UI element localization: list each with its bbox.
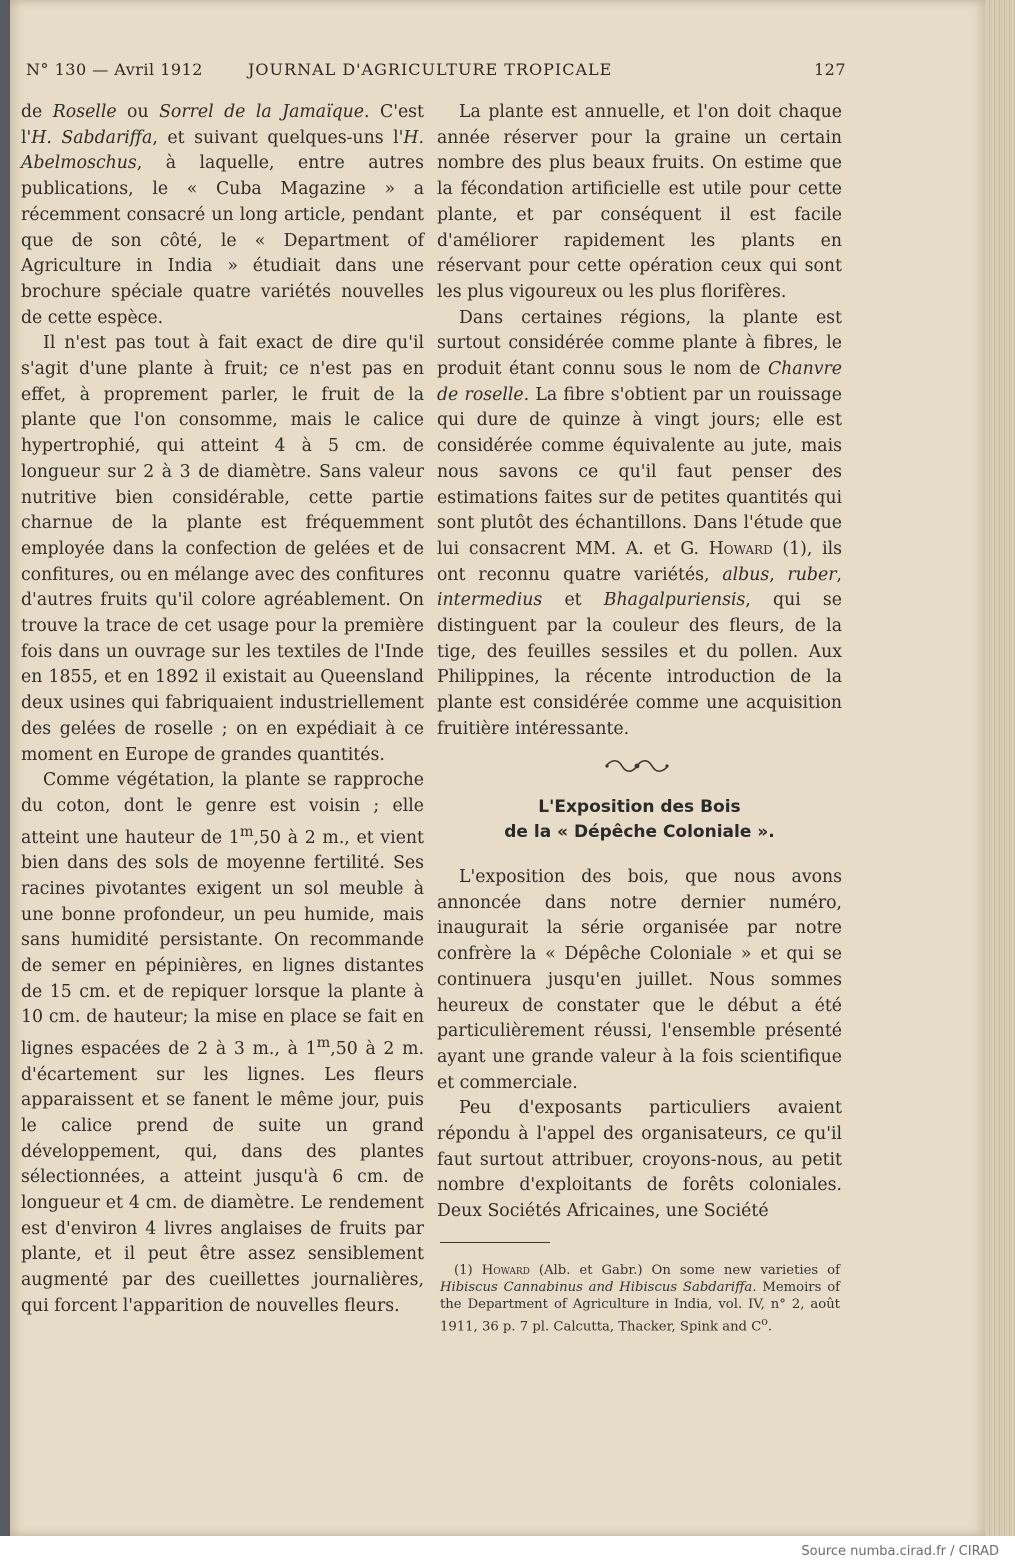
paragraph: L'exposition des bois, que nous avons annoncée dans notre dernier numéro, inaugurait la série organisée par notre confrère la « Dépêche Coloniale » et qui se continuera jusqu'en juillet. Nous sommes heureux de constater que le début a été particulièrement réussi, l'ensemble présenté ayant une grande valeur à la fois scientifique et commerciale.	[437, 867, 842, 1093]
section-body	[437, 865, 842, 1225]
section-ornament-icon	[602, 757, 672, 775]
right-column-top	[437, 100, 842, 743]
issue-number-date: N° 130 — Avril 1912	[26, 60, 203, 79]
book-fore-edge	[985, 0, 1015, 1536]
section-title-line-2: de la « Dépêche Coloniale ».	[504, 822, 775, 842]
journal-title: JOURNAL D'AGRICULTURE TROPICALE	[248, 60, 613, 79]
paragraph: Dans certaines régions, la plante est surtout considérée comme plante à fibres, le produit étant connu sous le nom de Chanvre de roselle. La fibre s'obtient par un rouissage qui dure de quinze à vingt jours; elle est considérée comme équivalente au jute, mais nous savons ce qu'il faut penser des estimations faites sur de petites quantités qui sont plutôt des échantillons. Dans l'étude que lui consacrent MM. A. et G. Howard (1), ils ont reconnu quatre variétés, albus, ruber, intermedius et Bhagalpuriensis, qui se distinguent par la couleur des fleurs, de la tige, des feuilles sessiles et du pollen. Aux Philippines, la récente introduction de la plante est considérée comme une acquisition fruitière intéressante.	[437, 307, 842, 739]
paragraph: Peu d'exposants particuliers avaient répondu à l'appel des organisateurs, ce qu'il faut surtout attribuer, croyons-nous, au petit nombre d'exploitants de forêts coloniales. Deux Sociétés Africaines, une Société	[437, 1098, 842, 1222]
section-title-line-1: L'Exposition des Bois	[538, 797, 741, 817]
footnote	[440, 1262, 840, 1335]
left-column	[21, 100, 424, 1320]
paragraph: Comme végétation, la plante se rapproche du coton, dont le genre est voisin ; elle atteint une hauteur de 1$^m$,50 à 2 m., et vient bien dans des sols de moyenne fertilité. Ses racines pivotantes exigent un sol meuble à une bonne profondeur, un peu humide, mais sans humidité persistante. On recommande de semer en pépinières, en lignes distantes de 15 cm. et de repiquer lorsque la plante à 10 cm. de hauteur; la mise en place se fait en lignes espacées de 2 à 3 m., à 1$^m$,50 à 2 m. d'écartement sur les lignes. Les fleurs apparaissent et se fanent le même jour, puis le calice prend de suite un grand développement, qui, dans des plantes sélectionnées, a atteint jusqu'à 6 cm. de longueur et 4 cm. de diamètre. Le rendement est d'environ 4 livres anglaises de fruits par plante, et il peut être assez sensiblement augmenté par des cueillettes journalières, qui forcent l'apparition de nouvelles fleurs.	[21, 770, 425, 1316]
page-number: 127	[813, 60, 846, 79]
footnote-rule	[440, 1242, 550, 1243]
section-title	[437, 795, 842, 845]
footnote-text: (1) Howard (Alb. et Gabr.) On some new varieties of Hibiscus Cannabinus and Hibiscus Sabdariffa. Memoirs of the Department of Agriculture in India, vol. IV, n° 2, août 1911, 36 p. 7 pl. Calcutta, Thacker, Spink and $C^o$.	[440, 1263, 841, 1335]
paragraph: Il n'est pas tout à fait exact de dire qu'il s'agit d'une plante à fruit; ce n'est pas en effet, à proprement parler, le fruit de la plante que l'on consomme, mais le calice hypertrophié, qui atteint 4 à 5 cm. de longueur sur 2 à 3 de diamètre. Sans valeur nutritive bien considérable, cette partie charnue de la plante est fréquemment employée dans la confection de gelées et de confitures, ou en mélange avec des confitures d'autres fruits qu'il colore agréablement. On trouve la trace de cet usage pour la première fois dans un ouvrage sur les textiles de l'Inde en 1855, et en 1892 il existait au Queensland deux usines qui fabriquaient industriellement des gelées de roselle ; on en expédiait à ce moment en Europe de grandes quantités.	[21, 333, 424, 765]
paragraph: de Roselle ou Sorrel de la Jamaïque. C'est l'H. Sabdariffa, et suivant quelques-uns l'H. Abelmoschus, à laquelle, entre autres publications, le « Cuba Magazine » a récemment consacré un long article, pendant que de son côté, le « Department of Agriculture in India » étudiait dans une brochure spéciale quatre variétés nouvelles de cette espèce.	[21, 102, 424, 328]
source-credit: Source numba.cirad.fr / CIRAD	[801, 1544, 999, 1559]
running-header	[26, 56, 846, 82]
paragraph: La plante est annuelle, et l'on doit chaque année réserver pour la graine un certain nombre des plus beaux fruits. On estime que la fécondation artificielle est utile pour cette plante, et par conséquent il est facile d'améliorer rapidement les plants en réservant pour cette opération ceux qui sont les plus vigoureux ou les plus florifères.	[437, 102, 842, 302]
